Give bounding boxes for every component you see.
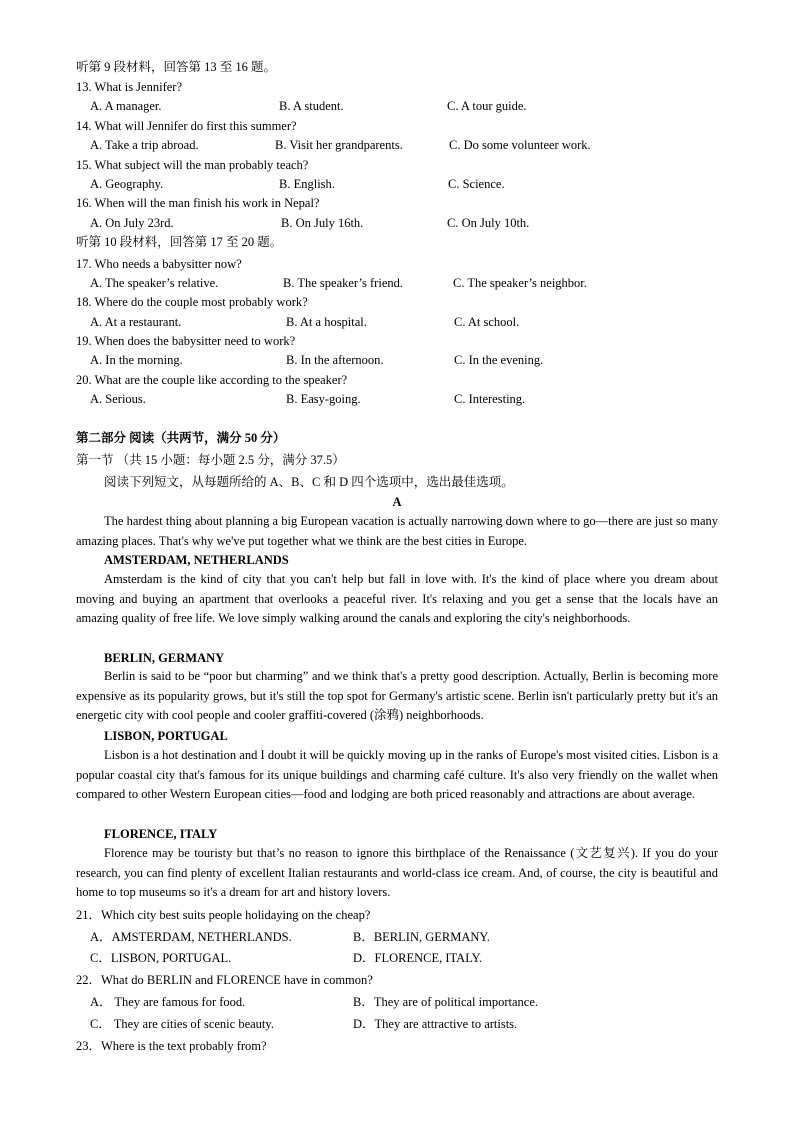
- amsterdam-paragraph: Amsterdam is the kind of city that you can't help but fall in love with. It's the kind of place where you dream about moving and buying an apartment that overlooks a peaceful river. It's relaxing and you get a sense that the locals have an amazing quality of free life. We love simply walking around the canals and exploring the city's neighborhoods.: [76, 572, 718, 626]
- berlin-heading: BERLIN, GERMANY: [104, 651, 225, 665]
- q17-stem: 17. Who needs a babysitter now?: [76, 257, 242, 271]
- lisbon-heading: LISBON, PORTUGAL: [104, 729, 228, 743]
- q17-option-a: A. The speaker’s relative.: [90, 276, 219, 290]
- q14-option-a: A. Take a trip abroad.: [90, 138, 199, 152]
- q22-option-a: A． They are famous for food.: [90, 995, 246, 1009]
- q14-option-c: C. Do some volunteer work.: [449, 138, 591, 152]
- q13-option-b: B. A student.: [279, 99, 344, 113]
- q21-option-d: D．FLORENCE, ITALY.: [353, 951, 483, 965]
- q13-stem: 13. What is Jennifer?: [76, 80, 182, 94]
- q21-option-b: B．BERLIN, GERMANY.: [353, 930, 490, 944]
- q15-stem: 15. What subject will the man probably teach?: [76, 158, 309, 172]
- passage-label: A: [392, 495, 402, 509]
- q21-option-a: A．AMSTERDAM, NETHERLANDS.: [90, 930, 292, 944]
- q17-option-b: B. The speaker’s friend.: [283, 276, 403, 290]
- q16-stem: 16. When will the man finish his work in Nepal?: [76, 196, 320, 210]
- q22-option-d: D．They are attractive to artists.: [353, 1017, 518, 1031]
- q23-stem: 23．Where is the text probably from?: [76, 1039, 267, 1053]
- q20-option-a: A. Serious.: [90, 392, 146, 406]
- q14-option-b: B. Visit her grandparents.: [275, 138, 403, 152]
- q16-option-b: B. On July 16th.: [281, 216, 364, 230]
- florence-paragraph: Florence may be touristy but that’s no reason to ignore this birthplace of the Renaissance (文艺复兴). If you do your research, you can find plenty of excellent Italian restaurants and world-class ice cream. And, of course, the city is beautiful and home to top museums so it's a dream for art and history lovers.: [76, 846, 718, 900]
- q21-stem: 21．Which city best suits people holidaying on the cheap?: [76, 908, 371, 922]
- q22-stem: 22．What do BERLIN and FLORENCE have in common?: [76, 973, 373, 987]
- q14-stem: 14. What will Jennifer do first this summer?: [76, 119, 297, 133]
- q19-option-c: C. In the evening.: [454, 353, 544, 367]
- q17-option-c: C. The speaker’s neighbor.: [453, 276, 587, 290]
- reading-instruction: 阅读下列短文，从每题所给的 A、B、C 和 D 四个选项中，选出最佳选项。: [104, 475, 514, 489]
- berlin-paragraph: Berlin is said to be “poor but charming” and we think that's a pretty good description. Actually, Berlin is becoming more expensive as its popularity grows, but it's still the top spot for Germany's artistic scene. Berlin isn't particularly pretty but it's an energetic city with cool people and cooler graffiti-covered (涂鸦) neighborhoods.: [76, 669, 718, 723]
- q19-option-b: B. In the afternoon.: [286, 353, 384, 367]
- q15-option-c: C. Science.: [448, 177, 505, 191]
- q18-option-c: C. At school.: [454, 315, 520, 329]
- q13-option-a: A. A manager.: [90, 99, 162, 113]
- q16-option-c: C. On July 10th.: [447, 216, 530, 230]
- passage-intro: The hardest thing about planning a big European vacation is actually narrowing down where to go—there are just so many amazing places. That's why we've put together what we think are the best cities in Europe.: [76, 514, 718, 548]
- florence-heading: FLORENCE, ITALY: [104, 827, 218, 841]
- q13-option-c: C. A tour guide.: [447, 99, 527, 113]
- q15-option-b: B. English.: [279, 177, 335, 191]
- q22-option-c: C． They are cities of scenic beauty.: [90, 1017, 274, 1031]
- q18-stem: 18. Where do the couple most probably work?: [76, 295, 308, 309]
- q21-option-c: C．LISBON, PORTUGAL.: [90, 951, 232, 965]
- q19-option-a: A. In the morning.: [90, 353, 183, 367]
- part-two-title: 第二部分 阅读（共两节，满分 50 分）: [76, 431, 286, 445]
- section-one-title: 第一节 （共 15 小题：每小题 2.5 分，满分 37.5）: [76, 453, 345, 467]
- q19-stem: 19. When does the babysitter need to work?: [76, 334, 296, 348]
- q16-option-a: A. On July 23rd.: [90, 216, 174, 230]
- section10-instruction: 听第 10 段材料，回答第 17 至 20 题。: [76, 235, 283, 249]
- q20-option-b: B. Easy-going.: [286, 392, 361, 406]
- q18-option-a: A. At a restaurant.: [90, 315, 182, 329]
- amsterdam-heading: AMSTERDAM, NETHERLANDS: [104, 553, 289, 567]
- q20-stem: 20. What are the couple like according to the speaker?: [76, 373, 348, 387]
- lisbon-paragraph: Lisbon is a hot destination and I doubt it will be quickly moving up in the ranks of Europe's most visited cities. Lisbon is a popular coastal city that's famous for its unique buildings and charming café culture. It's also very friendly on the wallet when compared to other Western European cities—food and lodging are both priced reasonably and attractions are about average.: [76, 748, 718, 802]
- section9-instruction: 听第 9 段材料，回答第 13 至 16 题。: [76, 60, 277, 74]
- q15-option-a: A. Geography.: [90, 177, 164, 191]
- q20-option-c: C. Interesting.: [454, 392, 526, 406]
- q18-option-b: B. At a hospital.: [286, 315, 367, 329]
- q22-option-b: B．They are of political importance.: [353, 995, 539, 1009]
